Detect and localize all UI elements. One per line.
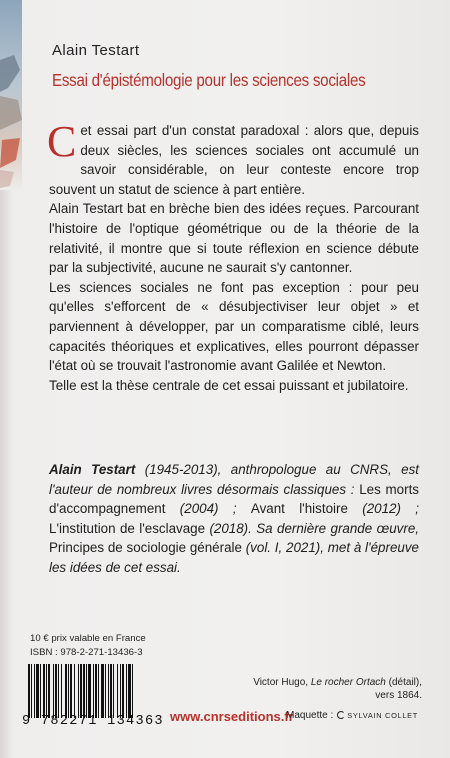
design-credit (286, 710, 418, 721)
credit-author: Victor Hugo, (253, 677, 311, 688)
bio-author-name: Alain Testart (49, 462, 136, 477)
blurb-paragraph-4: Telle est la thèse centrale de cet essai puissant et jubilatoire. (49, 377, 409, 393)
price-block (30, 632, 146, 660)
image-credit-year: vers 1864. (375, 690, 422, 701)
barcode-digits: 9 782271 134363 (22, 714, 164, 729)
barcode-bar (83, 664, 85, 718)
barcode-bar (53, 664, 54, 718)
blurb-paragraph-1 (47, 117, 419, 199)
book-title: Essai d'épistémologie pour les sciences sociales (52, 70, 366, 90)
barcode-bar (34, 664, 35, 718)
barcode-bar (108, 664, 109, 718)
blurb-paragraph-1-text: et essai part d'un constat paradoxal : alors que, depuis deux siècles, les sciences sociales ont accumulé un savoir considérable, on leur conteste encore trop souvent un statut de science à part entière. (49, 123, 419, 197)
barcode-bar (40, 664, 41, 718)
barcode-bar (28, 664, 30, 718)
image-credit (222, 676, 422, 702)
barcode-bar (65, 664, 67, 718)
barcode-bar (101, 664, 104, 718)
barcode-bar (122, 664, 124, 718)
publisher-website-link[interactable]: www.cnrseditions.fr (170, 709, 294, 724)
bio-text-5: (vol. I, 2021), met à l'épreuve les idées de cet essai. (49, 540, 419, 575)
barcode-bar (43, 664, 45, 718)
barcode-bar (55, 664, 57, 718)
isbn-label: ISBN : 978-2-271-13436-3 (30, 647, 143, 658)
bio-text-2: (2004) ; (165, 501, 251, 517)
barcode-bar (113, 664, 114, 718)
barcode-bar (61, 664, 62, 718)
price-label: 10 € prix valable en France (30, 633, 146, 644)
bio-text-1: (1945-2013), anthropologue au CNRS, est l'auteur de nombreux livres désormais classiques : (49, 462, 419, 497)
barcode-bar (36, 664, 39, 718)
bio-book-1: Les morts d'accompagnement (49, 481, 419, 517)
bio-book-3: L'institution de l'esclavage (49, 520, 206, 536)
barcode-bar (58, 664, 59, 718)
barcode-bar (48, 664, 50, 718)
barcode-bar (46, 664, 47, 718)
barcode-bar (110, 664, 112, 718)
credit-work: Le rocher Ortach (310, 677, 386, 688)
barcode-bar (105, 664, 106, 718)
barcode-bar (95, 664, 97, 718)
barcode-bar (128, 664, 131, 718)
barcode-bar (132, 664, 133, 718)
barcode (28, 664, 164, 718)
barcode-bar (93, 664, 94, 718)
drop-cap: C (47, 117, 77, 166)
barcode-bar (68, 664, 69, 718)
author-bio (49, 460, 419, 578)
barcode-bar (88, 664, 91, 718)
barcode-bar (78, 664, 79, 718)
maquette-label: Maquette : (286, 710, 334, 721)
blurb-paragraph-2: Alain Testart bat en brèche bien des idées reçues. Parcourant l'histoire de l'optique géométrique ou de la théorie de la relativité, il montre que si toute réflexion en science débute par la subjectivité, aucune ne saurait s'y cantonner. (49, 201, 419, 276)
blurb-paragraph-3: Les sciences sociales ne font pas exception : pour peu qu'elles s'efforcent de « désubjectiviser leur objet » et parviennent à développer, par un comparatisme ciblé, leurs capacités théoriques et explicatives, elles pourront dépasser l'état où se trouvait l'astronomie avant Galilée et Newton. (49, 279, 419, 374)
barcode-bar (120, 664, 121, 718)
barcode-bar (74, 664, 75, 718)
bio-text-3: (2012) ; (347, 501, 419, 517)
barcode-bar (126, 664, 127, 718)
designer-logo-icon (337, 711, 345, 719)
barcode-bar (117, 664, 118, 718)
bio-book-2: Avant l'histoire (250, 501, 348, 517)
barcode-bar (31, 664, 32, 718)
maquette-name: SYLVAIN COLLET (347, 711, 418, 720)
barcode-bar (86, 664, 87, 718)
bio-text-4: (2018). Sa dernière grande œuvre, (205, 520, 419, 536)
cover-artwork-fragment (0, 0, 38, 190)
image-credit-line-1 (222, 676, 422, 689)
author-name: Alain Testart (52, 42, 140, 59)
credit-detail: (détail), (385, 677, 422, 688)
barcode-bar (70, 664, 72, 718)
blurb (47, 117, 419, 395)
barcode-bar (98, 664, 99, 718)
barcode-bar (80, 664, 82, 718)
bio-book-4: Principes de sociologie générale (49, 540, 242, 556)
